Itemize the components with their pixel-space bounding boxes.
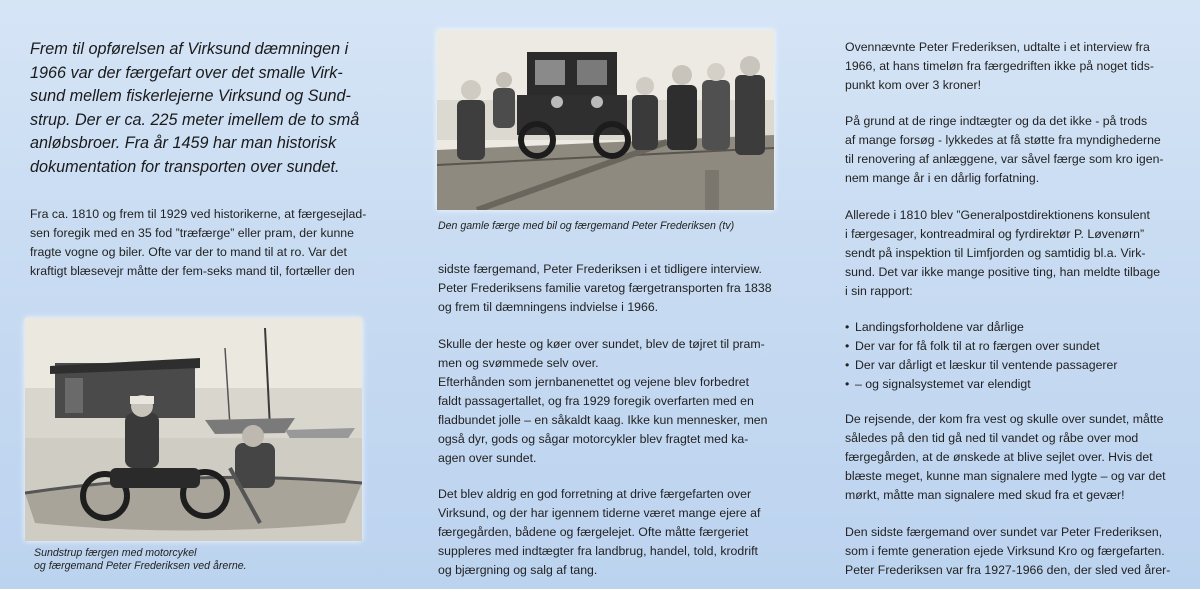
bullet-list	[845, 318, 1175, 394]
text-line: som i femte generation ejede Virksund Kro og færgefarten.	[845, 544, 1165, 558]
text-line: Allerede i 1810 blev ”Generalpostdirektionens konsulent	[845, 208, 1150, 222]
lead-line: dokumentation for transporten over sundet.	[30, 157, 340, 176]
body-paragraph	[845, 206, 1175, 301]
text-line: sidste færgemand, Peter Frederiksen i et tidligere interview.	[438, 262, 762, 276]
lead-line: sund mellem fiskerlejerne Virksund og Sund-	[30, 87, 351, 105]
bullet-icon: •	[845, 339, 850, 353]
text-line: kraftigt blæsevejr måtte der fem-seks mand til, fortæller den	[30, 264, 355, 278]
caption-line: Sundstrup færgen med motorcykel	[34, 547, 197, 559]
text-line: 1966, at hans timeløn fra færgedriften ikke på noget tids-	[845, 59, 1154, 73]
text-line: nem mange år i en dårlig forfatning.	[845, 171, 1040, 185]
body-paragraph	[845, 410, 1175, 505]
text-line: agen over sundet.	[438, 451, 537, 465]
bullet-icon: •	[845, 320, 850, 334]
lead-paragraph	[30, 38, 360, 179]
bullet-icon: •	[845, 377, 850, 391]
text-line: også dyr, gods og sågar motorcykler blev fragtet med ka-	[438, 432, 749, 446]
text-line: faldt passagertallet, og fra 1929 foregik overfarten med en	[438, 394, 754, 408]
text-line: Peter Frederiksen var fra 1927-1966 den, der sled ved årer-	[845, 563, 1171, 577]
text-line: De rejsende, der kom fra vest og skulle over sundet, måtte	[845, 412, 1164, 426]
text-line: sen foregik med en 35 fod ”træfærge” eller pram, der kunne	[30, 226, 354, 240]
text-line: Ovennævnte Peter Frederiksen, udtalte i et interview fra	[845, 40, 1150, 54]
caption-line: Den gamle færge med bil og færgemand Peter Frederiksen (tv)	[438, 220, 735, 232]
text-line: i færgesager, kontreadmiral og fyrdirektør P. Løvenørn”	[845, 227, 1145, 241]
lead-line: anløbsbroer. Fra år 1459 har man historisk	[30, 134, 337, 152]
text-line: Fra ca. 1810 og frem til 1929 ved historikerne, at færgesejlad-	[30, 207, 367, 221]
body-paragraph	[438, 335, 773, 468]
body-paragraph	[845, 38, 1175, 95]
bullet-icon: •	[845, 358, 850, 372]
text-line: men og svømmede selv over.	[438, 356, 599, 370]
lead-line: 1966 var der færgefart over det smalle Virk-	[30, 63, 343, 82]
text-line: fragte vogne og biler. Ofte var der to mand til at ro. Var det	[30, 245, 347, 259]
text-line: På grund at de ringe indtægter og da det ikke - på trods	[845, 114, 1148, 128]
lead-line: strup. Der er ca. 225 meter imellem de to små	[30, 110, 360, 129]
body-paragraph	[438, 260, 773, 317]
text-line: Virksund, og der har igennem tiderne været mange ejere af	[438, 506, 761, 520]
photo-ferry-with-car	[437, 30, 774, 210]
text-line: fladbundet jolle – en såkaldt kaag. Ikke kun mennesker, men	[438, 413, 768, 427]
body-paragraph	[438, 485, 773, 580]
caption-line: og færgemand Peter Frederiksen ved årerne.	[34, 559, 247, 572]
text-line: mørkt, måtte man signalere med skud fra et gevær!	[845, 488, 1125, 502]
text-line: færgegården, at de ønskede at blive sejlet over. Hvis det	[845, 450, 1153, 464]
text-line: Peter Frederiksens familie varetog færgetransporten fra 1838	[438, 281, 772, 295]
text-line: til renovering af anlæggene, var såvel færge som kro igen-	[845, 152, 1164, 166]
text-line: Det blev aldrig en god forretning at drive færgefarten over	[438, 487, 752, 501]
text-line: Efterhånden som jernbanenettet og vejene blev forbedret	[438, 375, 750, 389]
text-line: færgegården, bådene og færgelejet. Ofte måtte færgeriet	[438, 525, 749, 539]
text-line: Skulle der heste og køer over sundet, blev de tøjret til pram-	[438, 337, 765, 351]
text-line: og frem til dæmningens indvielse i 1966.	[438, 300, 659, 314]
text-line: i sin rapport:	[845, 284, 913, 298]
text-line: således på den tid gå ned til vandet og råbe over mod	[845, 431, 1139, 445]
body-paragraph	[845, 112, 1175, 188]
text-line: og bjærgning og salg af tang.	[438, 563, 598, 577]
list-item: • Der var for få folk til at ro færgen over sundet	[845, 337, 1175, 356]
list-item: • Der var dårligt et læskur til ventende passagerer	[845, 356, 1175, 375]
text-line: suppleres med indtægter fra landbrug, handel, told, krodrift	[438, 544, 758, 558]
text-line: punkt kom over 3 kroner!	[845, 78, 982, 92]
body-paragraph	[30, 205, 365, 281]
list-item: • – og signalsystemet var elendigt	[845, 375, 1175, 394]
text-line: Den sidste færgemand over sundet var Peter Frederiksen,	[845, 525, 1163, 539]
text-line: blæste meget, kunne man signalere med lygte – og var det	[845, 469, 1166, 483]
list-item: • Landingsforholdene var dårlige	[845, 318, 1175, 337]
text-line: sendt på inspektion til Limfjorden og samtidig bl.a. Virk-	[845, 246, 1146, 260]
photo-caption	[438, 220, 734, 233]
text-line: sund. Det var ikke mange positive ting, han meldte tilbage	[845, 265, 1161, 279]
photo-caption	[34, 547, 247, 572]
body-paragraph	[845, 523, 1175, 580]
lead-line: Frem til opførelsen af Virksund dæmningen i	[30, 40, 349, 58]
text-line: af mange forsøg - lykkedes at få støtte fra myndighederne	[845, 133, 1161, 147]
photo-motorcycle-ferry	[25, 318, 362, 541]
